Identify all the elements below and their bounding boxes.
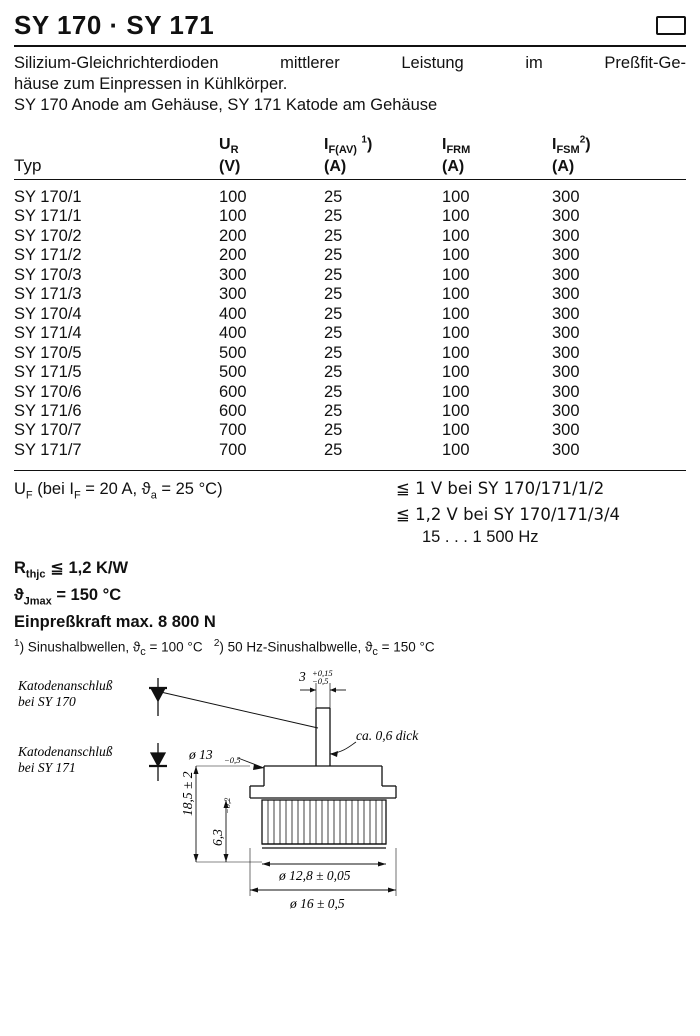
- table-row: [14, 441, 686, 460]
- press-force-spec: Einpreßkraft max. 8 800 N: [14, 613, 216, 632]
- cell-ur: 700: [219, 421, 247, 440]
- table-row: [14, 402, 686, 421]
- cell-typ: SY 170/1: [14, 187, 82, 206]
- frequency-range: 15 . . . 1 500 Hz: [422, 527, 539, 546]
- rth-spec: $R_{thjc}$ ≦ 1,2 K/W: [14, 558, 129, 581]
- table-header-units: [14, 156, 686, 176]
- dim-body-height-tol: −0,2: [222, 797, 232, 814]
- table-row: [14, 324, 686, 343]
- header-ifrm-unit: (A): [442, 157, 465, 175]
- tjmax-spec: $ϑ_{Jmax} = 150$ °C: [14, 586, 122, 608]
- cell-ur: 600: [219, 382, 247, 401]
- cell-ifav: 25: [324, 187, 343, 206]
- dim-stud-tol-minus: −0,5: [312, 675, 329, 686]
- table-row: [14, 188, 686, 207]
- dim-d128: ø 12,8 ± 0,05: [279, 867, 351, 883]
- table-row: [14, 383, 686, 402]
- ratings-table-body: [14, 188, 686, 461]
- cell-ifav: 25: [324, 402, 343, 420]
- cell-ifsm: 300: [552, 363, 580, 382]
- cell-typ: SY 171/3: [14, 285, 82, 304]
- cell-ifrm: 100: [442, 226, 470, 245]
- cell-ur: 200: [219, 226, 247, 245]
- cell-ifav: 25: [324, 246, 343, 265]
- cell-ifsm: 300: [552, 382, 580, 401]
- intro-line-1: Silizium-Gleichrichterdioden mittlerer Leistung im Preßfit-Ge-: [14, 54, 686, 72]
- cell-typ: SY 170/4: [14, 304, 82, 323]
- table-row: [14, 266, 686, 285]
- cell-ifrm: 100: [442, 382, 470, 401]
- cell-ifsm: 300: [552, 402, 580, 420]
- cell-ur: 300: [219, 265, 247, 284]
- table-row: [14, 227, 686, 246]
- label-cathode-171-line1: Katodenanschluß: [18, 743, 113, 759]
- dim-body-height: 6,3: [210, 828, 225, 846]
- dim-height: 18,5 ± 2: [180, 771, 195, 816]
- package-outline-drawing: [0, 668, 700, 918]
- cell-ur: 400: [219, 324, 247, 343]
- header-ifrm: $I_{FRM}$: [442, 135, 471, 156]
- cell-typ: SY 171/1: [14, 207, 82, 226]
- cell-typ: SY 170/6: [14, 382, 82, 401]
- cell-typ: SY 171/4: [14, 324, 82, 343]
- cell-ifsm: 300: [552, 285, 580, 304]
- cell-ifsm: 300: [552, 246, 580, 265]
- cell-typ: SY 171/2: [14, 246, 82, 265]
- cell-typ: SY 171/6: [14, 402, 82, 420]
- cell-ifrm: 100: [442, 363, 470, 382]
- table-header-divider: [14, 179, 686, 180]
- cell-ifav: 25: [324, 440, 343, 459]
- cell-ifrm: 100: [442, 304, 470, 323]
- cell-ifsm: 300: [552, 207, 580, 226]
- cell-ifrm: 100: [442, 343, 470, 362]
- cell-typ: SY 170/5: [14, 343, 82, 362]
- footnote: $^1$) Sinushalbwellen, $ϑ_c = 100$ °C $^2$) 50 Hz-Sinushalbwelle, $ϑ_c = 150$ °C: [14, 637, 435, 658]
- cell-ur: 700: [219, 440, 247, 459]
- note-thickness: ca. 0,6 dick: [356, 727, 419, 743]
- cell-ifsm: 300: [552, 187, 580, 206]
- table-row: [14, 363, 686, 382]
- cell-ifsm: 300: [552, 226, 580, 245]
- cell-typ: SY 171/5: [14, 363, 82, 382]
- label-cathode-170-line1: Katodenanschluß: [18, 677, 113, 693]
- cell-ifav: 25: [324, 363, 343, 382]
- diode-triangle-171: [151, 753, 165, 766]
- cell-ur: 100: [219, 207, 247, 226]
- cell-ifav: 25: [324, 207, 343, 226]
- cell-ur: 200: [219, 246, 247, 265]
- uf-limit-1: ≦ 1 V bei SY 170/171/1/2: [396, 479, 605, 499]
- dim-d16: ø 16 ± 0,5: [290, 895, 345, 911]
- cell-ifsm: 300: [552, 304, 580, 323]
- page-title: SY 170 · SY 171: [14, 10, 215, 40]
- table-row: [14, 305, 686, 324]
- cell-ifrm: 100: [442, 285, 470, 304]
- label-cathode-170-line2: bei SY 170: [18, 693, 76, 709]
- cell-ifrm: 100: [442, 402, 470, 420]
- header-ur-unit: (V): [219, 157, 241, 175]
- cell-ur: 500: [219, 343, 247, 362]
- cell-ifav: 25: [324, 343, 343, 362]
- cell-ifav: 25: [324, 265, 343, 284]
- cell-typ: SY 170/7: [14, 421, 82, 440]
- header-ifav-unit: (A): [324, 157, 347, 175]
- cell-ur: 500: [219, 363, 247, 382]
- uf-condition: $U_F$ (bei $I_F = 20$ A, $ϑ_a = 25$ °C): [14, 480, 223, 502]
- cell-typ: SY 170/3: [14, 265, 82, 284]
- header-ifsm: $I_{FSM}^2$): [552, 134, 591, 156]
- cell-ifav: 25: [324, 324, 343, 343]
- cell-ifav: 25: [324, 421, 343, 440]
- datasheet-page: [0, 10, 700, 1036]
- dim-d13-tol: −0,5: [224, 754, 241, 765]
- cell-ifav: 25: [324, 226, 343, 245]
- cell-typ: SY 170/2: [14, 226, 82, 245]
- cell-ifav: 25: [324, 382, 343, 401]
- dim-d13: ø 13: [189, 746, 213, 762]
- cell-typ: SY 171/7: [14, 440, 82, 459]
- cell-ifrm: 100: [442, 324, 470, 343]
- cell-ur: 600: [219, 402, 247, 420]
- cell-ifrm: 100: [442, 421, 470, 440]
- table-row: [14, 285, 686, 304]
- table-header-symbols: [14, 134, 686, 156]
- intro-text: [14, 53, 686, 116]
- uf-limit-2: ≦ 1,2 V bei SY 170/171/3/4: [396, 504, 620, 524]
- cell-ur: 300: [219, 285, 247, 304]
- label-cathode-171-line2: bei SY 171: [18, 759, 76, 775]
- header-divider: [14, 45, 686, 47]
- cell-ifsm: 300: [552, 440, 580, 459]
- table-row: [14, 344, 686, 363]
- cell-ifrm: 100: [442, 265, 470, 284]
- header-ifsm-unit: (A): [552, 157, 575, 175]
- intro-line-2: häuse zum Einpressen in Kühlkörper.: [14, 75, 288, 94]
- intro-line-3: SY 170 Anode am Gehäuse, SY 171 Katode am Gehäuse: [14, 96, 438, 115]
- ratings-table: [14, 134, 686, 176]
- cell-ifsm: 300: [552, 324, 580, 343]
- rectangle-package-icon: [656, 16, 686, 35]
- page-header: [14, 10, 686, 45]
- header-ifav: $I_{F(AV)}$ $^1$): [324, 134, 373, 156]
- cell-ifav: 25: [324, 304, 343, 323]
- cell-ifsm: 300: [552, 265, 580, 284]
- cell-ifrm: 100: [442, 207, 470, 226]
- header-typ: Typ: [14, 155, 42, 175]
- cell-ur: 100: [219, 187, 247, 206]
- table-row: [14, 421, 686, 440]
- uf-spec-row: [14, 478, 686, 503]
- outline-svg: [0, 668, 700, 923]
- knurled-body: [262, 800, 386, 844]
- specifications-block: [14, 478, 686, 659]
- cell-ifsm: 300: [552, 421, 580, 440]
- header-ur: $U_R$: [219, 135, 239, 156]
- dim-stud-tol-plus: +0,15: [312, 667, 333, 678]
- table-bottom-divider: [14, 470, 686, 471]
- cell-ifrm: 100: [442, 440, 470, 459]
- dim-stud-value: 3: [299, 668, 306, 684]
- cell-ifsm: 300: [552, 343, 580, 362]
- cell-ur: 400: [219, 304, 247, 323]
- table-row: [14, 246, 686, 265]
- cell-ifav: 25: [324, 285, 343, 304]
- cell-ifrm: 100: [442, 246, 470, 265]
- cell-ifrm: 100: [442, 187, 470, 206]
- table-row: [14, 207, 686, 226]
- table-body: [14, 188, 686, 461]
